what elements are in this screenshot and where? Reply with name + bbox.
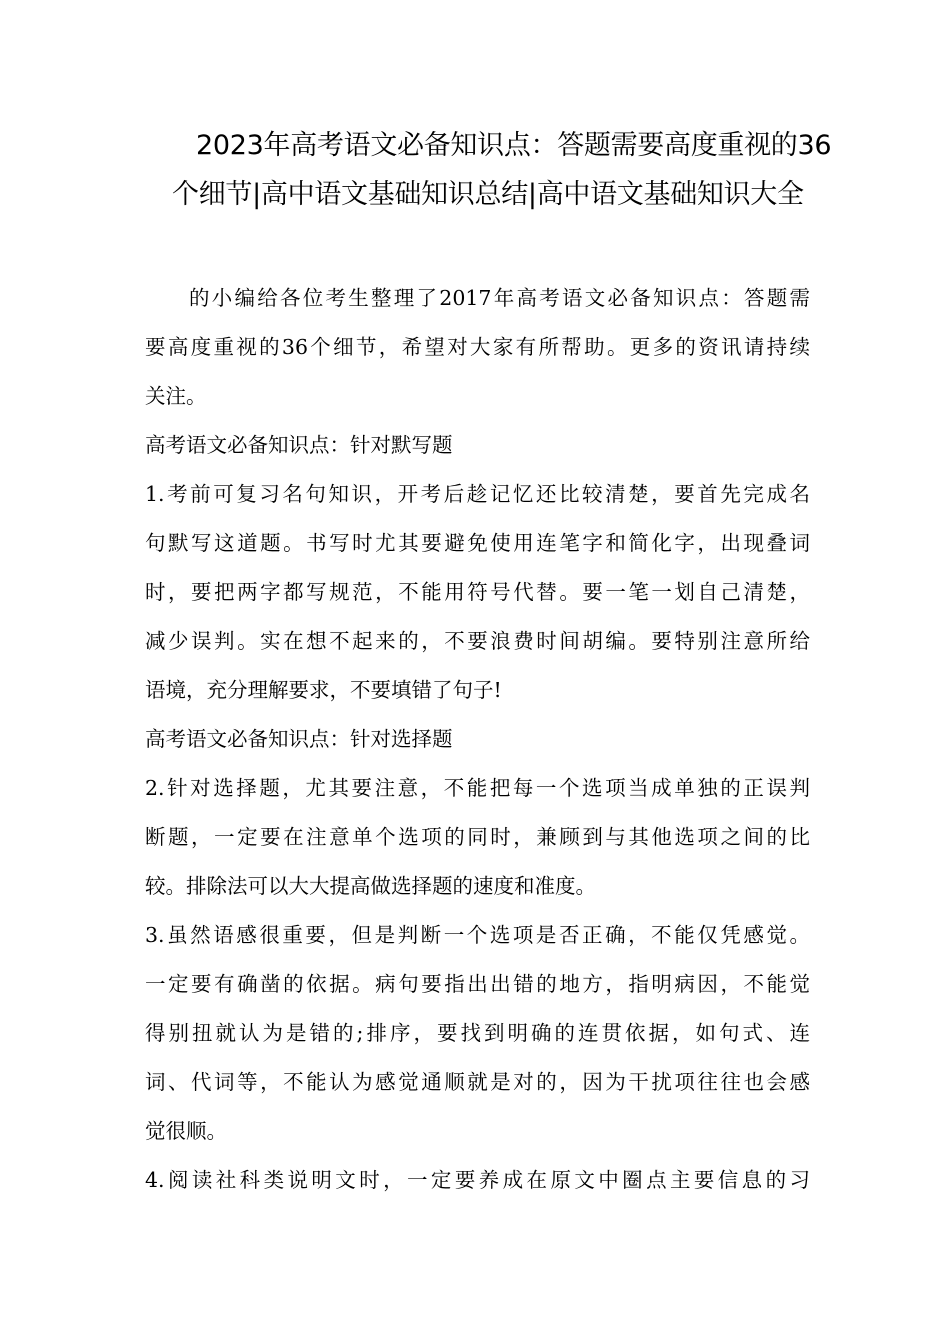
paragraph-line: 1.考前可复习名句知识，开考后趁记忆还比较清楚，要首先完成名 xyxy=(145,482,810,506)
paragraph-line: 减少误判。实在想不起来的，不要浪费时间胡编。要特别注意所给 xyxy=(145,629,810,653)
paragraph-line: 得别扭就认为是错的;排序，要找到明确的连贯依据，如句式、连 xyxy=(145,1021,810,1045)
paragraph-line: 时，要把两字都写规范，不能用符号代替。要一笔一划自己清楚， xyxy=(145,580,810,604)
section-heading: 高考语文必备知识点：针对默写题 xyxy=(145,433,453,457)
intro-line: 的小编给各位考生整理了2017年高考语文必备知识点：答题需 xyxy=(189,286,810,310)
paragraph-line: 2.针对选择题，尤其要注意，不能把每一个选项当成单独的正误判 xyxy=(145,776,810,800)
paragraph-line: 较。排除法可以大大提高做选择题的速度和准度。 xyxy=(145,874,596,898)
document-title xyxy=(120,128,830,226)
paragraph-line: 断题，一定要在注意单个选项的同时，兼顾到与其他选项之间的比 xyxy=(145,825,810,849)
document-body xyxy=(145,280,810,1211)
paragraph-line: 句默写这道题。书写时尤其要避免使用连笔字和简化字，出现叠词 xyxy=(145,531,810,555)
paragraph-line: 4.阅读社科类说明文时，一定要养成在原文中圈点主要信息的习 xyxy=(145,1168,810,1192)
paragraph-line: 觉很顺。 xyxy=(145,1119,227,1143)
title-line: 2023年高考语文必备知识点：答题需要高度重视的36 xyxy=(196,130,832,161)
paragraph-line: 3.虽然语感很重要，但是判断一个选项是否正确，不能仅凭感觉。 xyxy=(145,923,810,947)
paragraph-line: 语境，充分理解要求，不要填错了句子! xyxy=(145,678,502,702)
intro-line: 关注。 xyxy=(145,384,207,408)
intro-line: 要高度重视的36个细节，希望对大家有所帮助。更多的资讯请持续 xyxy=(145,335,810,359)
title-line: 个细节|高中语文基础知识总结|高中语文基础知识大全 xyxy=(172,179,804,210)
section-heading: 高考语文必备知识点：针对选择题 xyxy=(145,727,453,751)
paragraph-line: 一定要有确凿的依据。病句要指出出错的地方，指明病因，不能觉 xyxy=(145,972,810,996)
paragraph-line: 词、代词等，不能认为感觉通顺就是对的，因为干扰项往往也会感 xyxy=(145,1070,810,1094)
